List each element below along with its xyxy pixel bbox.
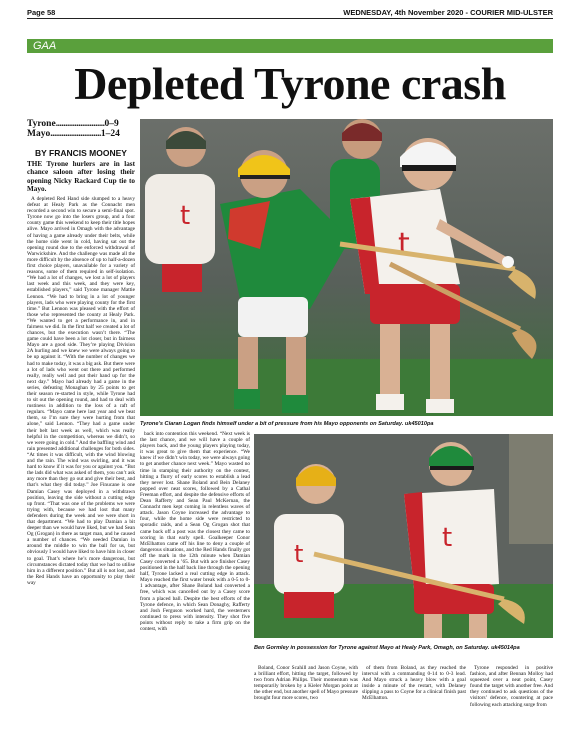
article-column-4 <box>362 665 466 733</box>
column-3-text: Boland, Conor Scahill and Jason Coyne, with a brilliant effort, hitting the target, followed by two from Adrian Philips. Their momentum was temporarily broken by a Kieler Morgan point at the other end, but another spell of Mayo pressure brought four more scores, two <box>254 665 358 702</box>
secondary-photo-image <box>254 434 553 638</box>
secondary-photo <box>254 434 553 638</box>
main-photo-image <box>140 119 553 416</box>
article-column-1 <box>27 196 135 728</box>
team2-name: Mayo <box>27 129 51 139</box>
svg-text:t: t <box>442 523 453 553</box>
svg-text:t: t <box>294 540 304 568</box>
team2-dots: ........................... <box>50 129 101 139</box>
secondary-photo-caption: Ben Gormley in possession for Tyrone against Mayo at Healy Park, Omagh, on Saturday. uk45014pa <box>254 645 520 651</box>
article-column-3 <box>254 665 358 733</box>
section-bar <box>27 39 553 53</box>
main-photo <box>140 119 553 416</box>
page-number: Page 58 <box>27 8 56 17</box>
page-header <box>27 6 553 18</box>
article-column-5 <box>470 665 553 733</box>
column-5-text: Tyrone responded in positive fashion, and after Bennan Molloy had squeezed over a neat point, Casey found the target with another free. And they continued to ask questions of the visitors’ defence, countering at pace following each attacking surge from <box>470 665 553 708</box>
dateline: WEDNESDAY, 4th November 2020 - COURIER MID-ULSTER <box>343 8 553 17</box>
column-1-text: A depleted Red Hand side slumped to a heavy defeat at Healy Park as the Connacht men recorded a second win to secure a semi-final spot. Tyrone now go into the losers group, and a four county game this weekend to keep their title hopes alive. Mayo arrived in Omagh with the advantage of having a game already under their belts, while the home side went in cold, having sat out the opening round due to the enforced withdrawal of Warwickshire. And the challenge was made all the more difficult by the absence of up to half-a-dozen first choice players, unavailable for a variety of reasons, some of them required in self-isolation. “We had a lot of changes, we lost a lot of players last week and this week, and they were key, established players,” said Tyrone manager Mattie Lennon. “We had to bring in a lot of younger players, lads who were playing county for the first time.” But Lennon was pleased with the effort of those who represented the county at Healy Park. “We wanted to get a performance in, and in fairness we did. In the first half we created a lot of chances, but the execution wasn’t there. “The game could have been a lot closer, but in fairness Mayo are a good side. They’re playing Division 2A hurling and we knew we were always going to be up against it. “With the number of changes we had to make today, it was a big ask. But there were a lot of lads who went out there and performed really, really well and put their hand up for the next day.” Mayo had already had a game in the series, defeating Monaghan by 25 points to get their season re-started in style, while Tyrone had to sit out the opening round, and had to deal with rustiness in addition to the loss of a raft of regulars. “Mayo came here last year and we beat them, so I’m sure they were hurting from that alone,” said Lennon. “They had a game under their belt last week as well, which was really helpful in the competition, whereas we didn’t, so we were going in cold.” And the baffling wind and rain presented additional challenges for both sides. “At times it was difficult, with the wind blowing and the rain. The wind was swirling, and it was hard to know if it was for you or against you. “But the lads did what was asked of them, you can’t ask any more than they go out and give their best, and that’s what they did today.” Joe Finucane is one Damian Casey was deployed in a withdrawn position, leaving the side without a cutting edge up front. “That was one of the problems we were trying with, because we had lost that many defenders during the week and we were short in that department. “We had to play Damian a bit deeper than we would have liked, but we had Sean Og (Grogan) in there as target man, and he caused a number of chances. “We needed Damian in around the middle to win the ball for us, but obviously I would have liked to have him in closer to goal. That’s where he’s more dangerous, but circumstances dictated today that we had to utilise him in a different position.” But all is not lost, and the Red Hands have an opportunity to play their way <box>27 196 135 586</box>
score-line-mayo <box>27 129 135 140</box>
article-column-2 <box>140 431 250 731</box>
lede-paragraph: THE Tyrone hurlers are in last chance saloon after losing their opening Nicky Rackard Cup tie to Mayo. <box>27 160 135 193</box>
svg-text:t: t <box>180 201 191 231</box>
team1-name: Tyrone <box>27 119 56 129</box>
byline: BY FRANCIS MOONEY <box>35 148 127 158</box>
headline: Depleted Tyrone crash <box>74 58 506 109</box>
team1-dots: .......................... <box>55 119 105 129</box>
main-photo-caption: Tyrone’s Ciaran Logan finds himself under a bit of pressure from his Mayo opponents on Saturday. uk45010pa <box>140 421 434 427</box>
column-4-text: of them from Boland, as they reached the interval with a commanding 0-14 to 0-3 lead. And Mayo struck a heavy blow with a goal inside a minute of the restart, with Delaney slipping a pass to Coyne for a clinical finish past McElhatton. <box>362 665 466 702</box>
column-2-text: back into contention this weekend. “Next week is the last chance, and we will have a couple of players back, and the young players playing today, it was great to give them that experience. “We knew if we didn’t win today, we were always going to get another chance next week.” Mayo wasted no time in stamping their authority on the contest, hitting a flurry of early scores to establish a lead they never lost. Shane Boland and Bein Delaney popped over neat scores, followed by a Cathal Freeman effort, and despite the defensive efforts of Dean Rafferty and Sean Paul McKernan, the Connacht men kept coming in relentless waves of attack. Jason Coyne increased the advantage to four, while the home side were restricted to sporadic raids, and a Sean Og Grogan shot that came back off a post was the closest they came to scoring in that early spell. Goalkeeper Conor McElhatton came off his line to deny a couple of dangerous situations, and the Red Hands finally got off the mark in the 12th minute when Damian Casey converted a ’65. But with ace finisher Casey positioned in the half back line through the opening half, Tyrone lacked a real cutting edge in attack. Mayo reached the first water break with a 0-5 to 0-1 advantage, after Shane Boland had converted a free, which was cancelled out by a Casey score from a placed ball. Despite the best efforts of the Tyrone defence, in which Sean Donaghy, Rafferty and Josh Ferguson worked hard, the westerners continued to press with intensity. They shot five points without reply to take a firm grip on the contest, with <box>140 431 250 632</box>
team1-score: 0–9 <box>104 119 119 129</box>
svg-text:t: t <box>398 227 410 262</box>
section-label: GAA <box>33 40 57 52</box>
header-rule <box>27 18 553 19</box>
team2-score: 1–24 <box>100 129 120 139</box>
